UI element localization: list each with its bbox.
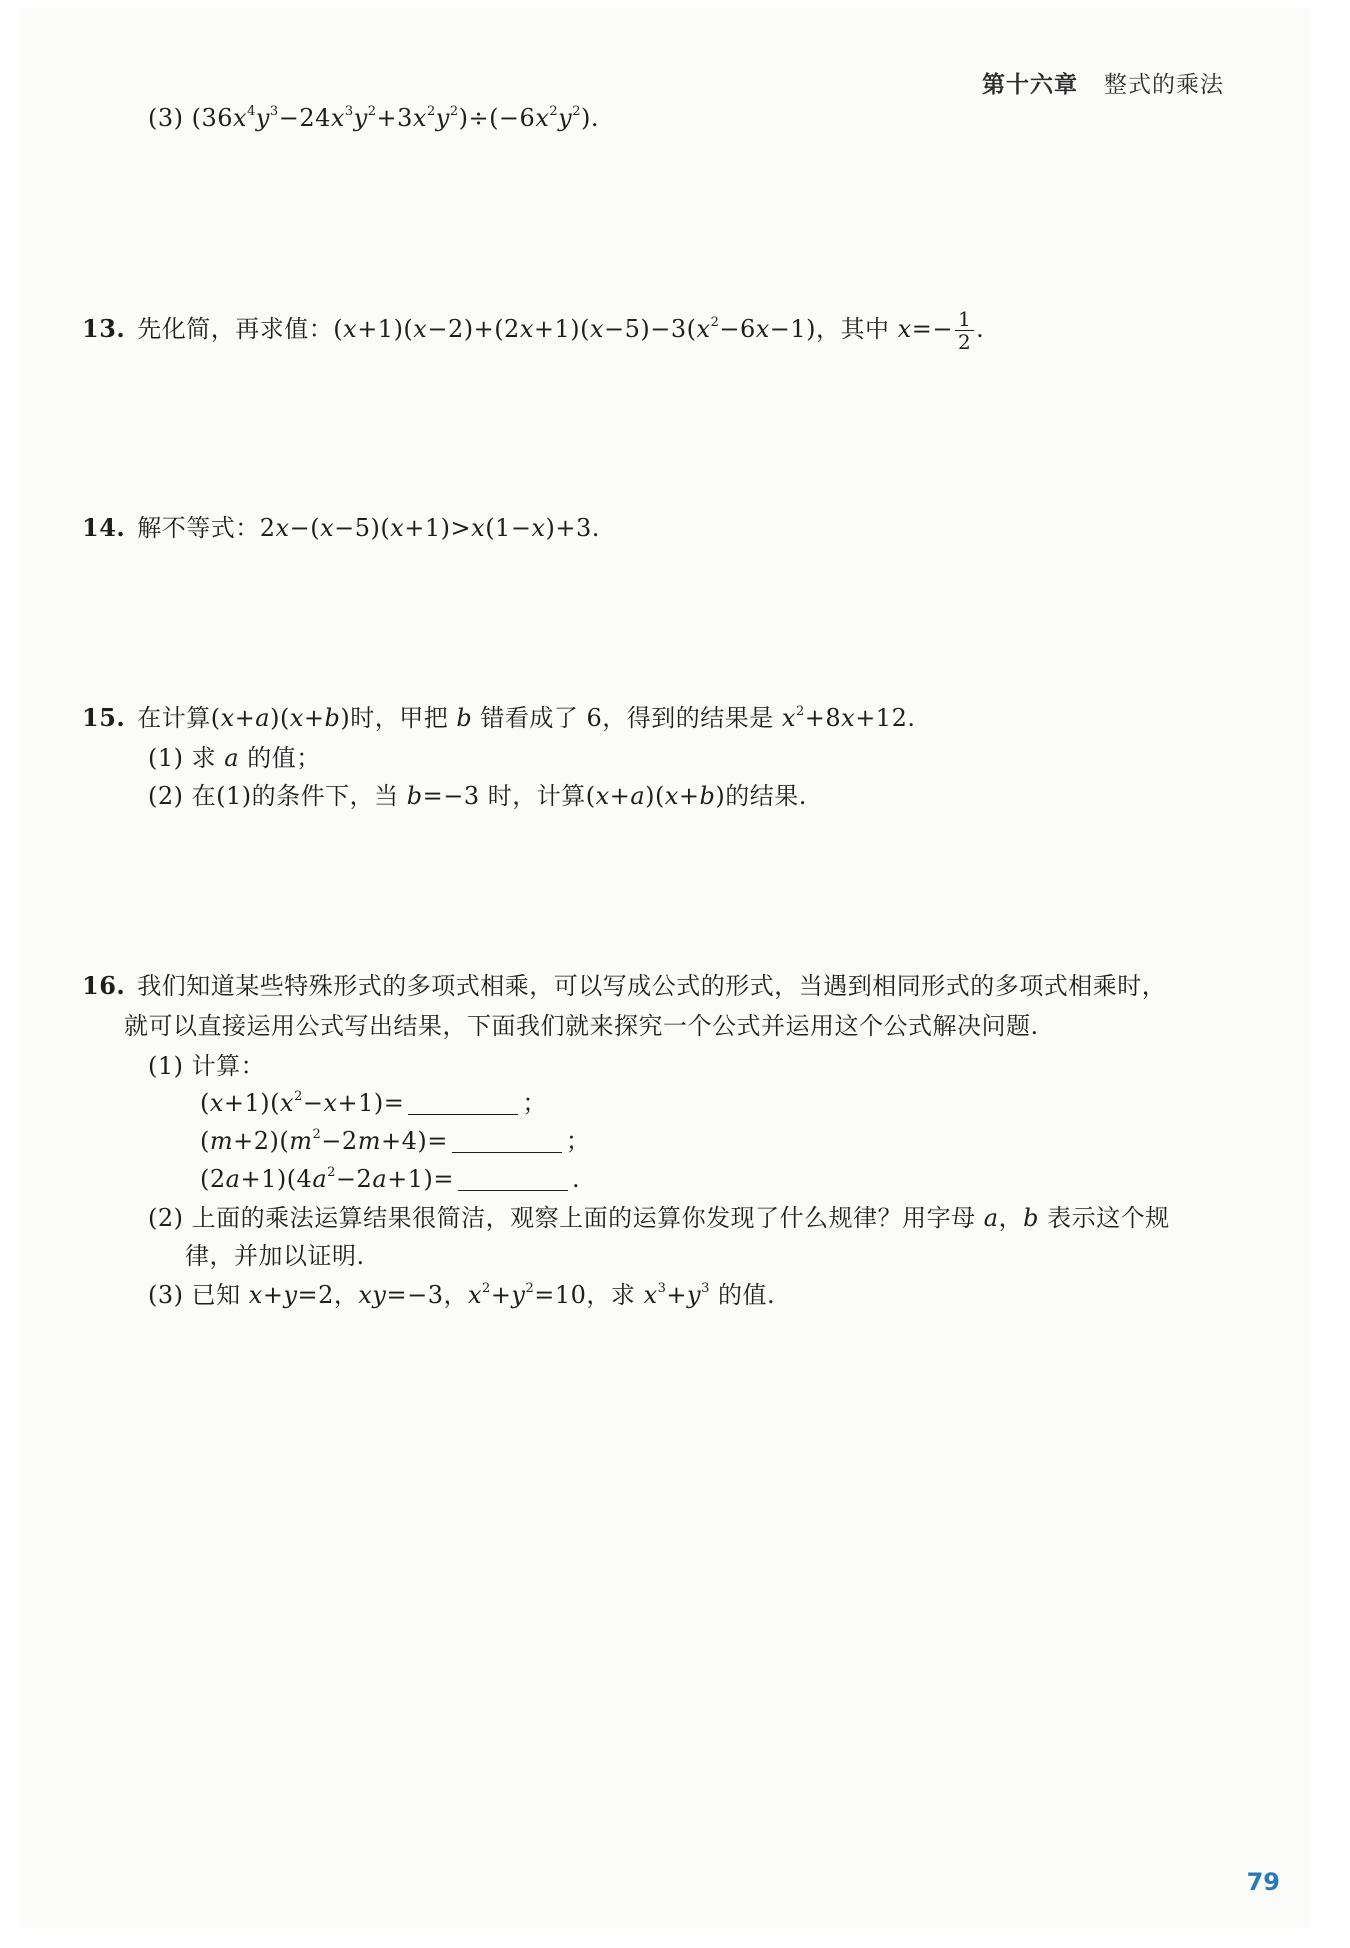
question-16-part3: (3) 已知 x+y=2，xy=−3，$x^2+y^2=10$，求 $x^3+y^3$ 的值. (148, 1281, 776, 1309)
calc-line-1: $(x+1)(x^2-x+1)=$ ； (200, 1089, 547, 1117)
question-16-part2-line2: 律，并加以证明. (185, 1242, 365, 1270)
fraction: $\frac{1}{2}$ (955, 308, 974, 353)
question-number: 13. (82, 314, 126, 343)
question-16-intro-line2: 就可以直接运用公式写出结果，下面我们就来探究一个公式并运用这个公式解决问题. (124, 1012, 1039, 1040)
answer-blank[interactable] (452, 1130, 562, 1153)
page-number: 79 (1246, 1868, 1280, 1896)
calc-line-2: $(m+2)(m^2-2m+4)=$ ； (200, 1127, 591, 1155)
textbook-page (20, 8, 1310, 1928)
question-15: 15. 在计算(x+a)(x+b)时，甲把 b 错看成了 6，得到的结果是 $x^2+8x+12$. (82, 703, 916, 732)
chapter-label: 第十六章 (982, 72, 1078, 98)
running-header (982, 66, 1224, 99)
chapter-title: 整式的乘法 (1104, 72, 1224, 98)
question-15-part2: (2) 在(1)的条件下，当 b=−3 时，计算(x+a)(x+b)的结果. (148, 782, 807, 810)
q12-part3: (3) $(36x^4y^3-24x^3y^2+3x^2y^2)\div(-6x^2y^2)$. (148, 104, 599, 132)
answer-blank[interactable] (458, 1168, 568, 1191)
question-number: 16. (82, 971, 126, 1000)
question-number: 15. (82, 703, 126, 732)
question-14: 14. 解不等式：2x−(x−5)(x+1)>x(1−x)+3. (82, 513, 600, 542)
question-13: 13. 先化简，再求值：$(x+1)(x-2)+(2x+1)(x-5)-3(x^2-6x-1)$，其中 x=− $\frac{1}{2}$ . (82, 307, 985, 354)
question-16-part1: (1) 计算： (148, 1052, 266, 1080)
question-number: 14. (82, 513, 126, 542)
question-15-part1: (1) 求 a 的值； (148, 744, 321, 772)
question-16-part2: (2) 上面的乘法运算结果很简洁，观察上面的运算你发现了什么规律？用字母 a，b 表示这个规 (148, 1204, 1170, 1232)
question-16: 16. 我们知道某些特殊形式的多项式相乘，可以写成公式的形式，当遇到相同形式的多项式相乘时， (82, 971, 1167, 1000)
answer-blank[interactable] (408, 1092, 518, 1115)
calc-line-3: $(2a+1)(4a^2-2a+1)=$ . (200, 1165, 581, 1193)
